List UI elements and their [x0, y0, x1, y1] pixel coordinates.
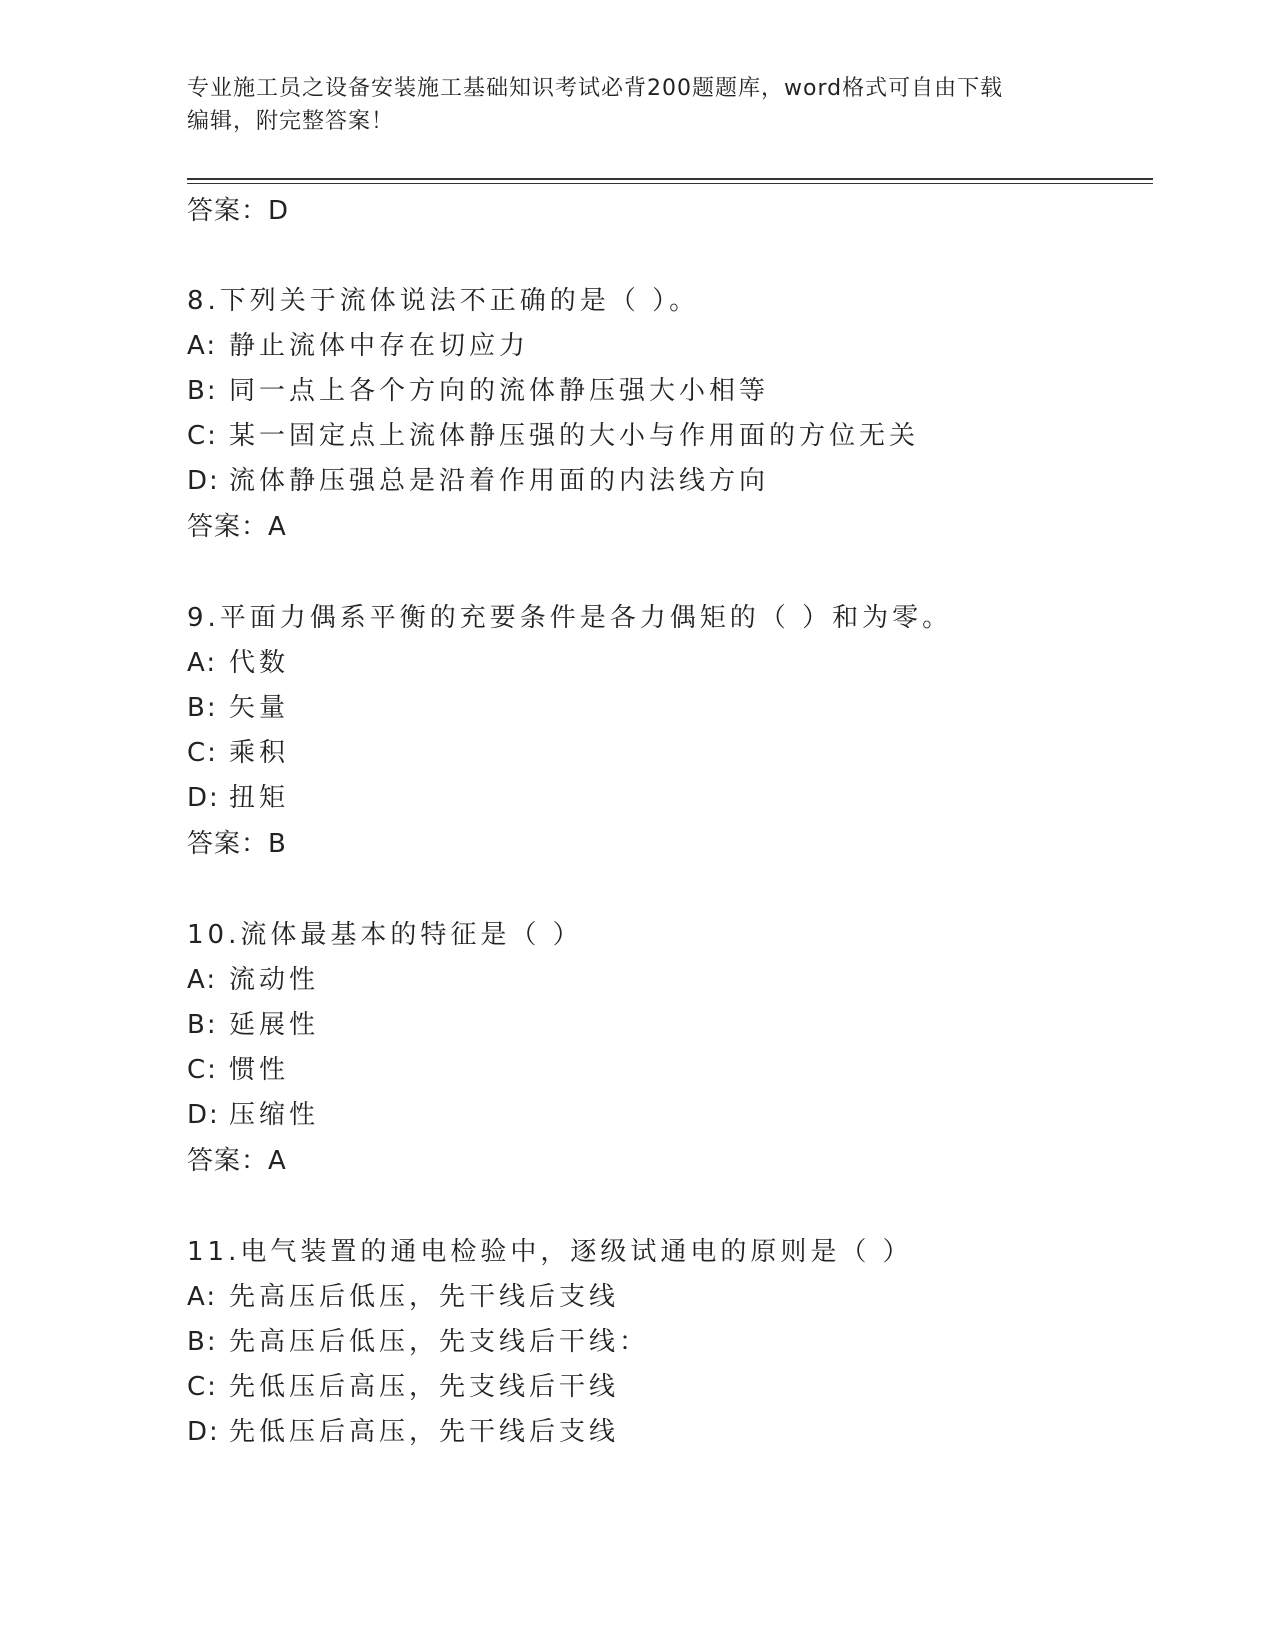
question-10	[187, 912, 1153, 1184]
option-text: 压缩性	[229, 1100, 320, 1130]
option-text: 先低压后高压，先支线后干线	[229, 1372, 620, 1402]
option-text: 先高压后低压，先支线后干线：	[229, 1327, 650, 1357]
option-d	[187, 1410, 1153, 1455]
option-b	[187, 1320, 1153, 1365]
option-letter: A:	[187, 648, 218, 678]
option-d	[187, 459, 1153, 504]
option-letter: A:	[187, 1282, 218, 1312]
option-text: 矢量	[229, 693, 290, 723]
option-text: 延展性	[229, 1010, 320, 1040]
option-letter: A:	[187, 331, 218, 361]
header-divider-thin	[187, 183, 1153, 184]
option-d	[187, 1093, 1153, 1138]
question-8	[187, 278, 1153, 550]
option-b	[187, 1003, 1153, 1048]
option-letter: C:	[187, 1372, 218, 1402]
option-text: 流体静压强总是沿着作用面的内法线方向	[229, 466, 770, 496]
option-text: 代数	[229, 648, 290, 678]
answer: 答案：B	[187, 829, 287, 859]
option-b	[187, 686, 1153, 731]
option-letter: D:	[187, 783, 220, 813]
option-letter: B:	[187, 1010, 218, 1040]
question-text: 9.平面力偶系平衡的充要条件是各力偶矩的（ ）和为零。	[187, 603, 953, 633]
option-a	[187, 324, 1153, 369]
option-letter: C:	[187, 1055, 218, 1085]
option-c	[187, 731, 1153, 776]
option-d	[187, 776, 1153, 821]
option-letter: D:	[187, 1417, 220, 1447]
question-text: 11.电气装置的通电检验中，逐级试通电的原则是（ ）	[187, 1237, 913, 1267]
option-c	[187, 1365, 1153, 1410]
option-text: 同一点上各个方向的流体静压强大小相等	[229, 376, 770, 406]
answer-previous: 答案：D	[187, 196, 290, 226]
option-c	[187, 1048, 1153, 1093]
option-letter: D:	[187, 466, 220, 496]
option-text: 先低压后高压，先干线后支线	[229, 1417, 620, 1447]
option-text: 惯性	[229, 1055, 290, 1085]
option-text: 乘积	[229, 738, 290, 768]
option-text: 先高压后低压，先干线后支线	[229, 1282, 620, 1312]
option-letter: B:	[187, 693, 218, 723]
question-11	[187, 1229, 1153, 1455]
option-text: 流动性	[229, 965, 320, 995]
question-list	[187, 188, 1153, 1455]
question-9	[187, 595, 1153, 867]
option-text: 扭矩	[229, 783, 290, 813]
option-c	[187, 414, 1153, 459]
option-a	[187, 1275, 1153, 1320]
option-letter: D:	[187, 1100, 220, 1130]
header-divider-thick	[187, 178, 1153, 180]
option-letter: C:	[187, 738, 218, 768]
option-letter: A:	[187, 965, 218, 995]
document-header	[187, 72, 1067, 138]
option-a	[187, 641, 1153, 686]
answer: 答案：A	[187, 1146, 287, 1176]
option-b	[187, 369, 1153, 414]
option-a	[187, 958, 1153, 1003]
question-text: 8.下列关于流体说法不正确的是（ ）。	[187, 286, 700, 316]
header-title-line-1: 专业施工员之设备安装施工基础知识考试必背200题题库，word格式可自由下载	[187, 76, 1004, 101]
option-text: 静止流体中存在切应力	[229, 331, 530, 361]
option-text: 某一固定点上流体静压强的大小与作用面的方位无关	[229, 421, 920, 451]
option-letter: C:	[187, 421, 218, 451]
header-title-line-2: 编辑，附完整答案！	[187, 109, 395, 134]
option-letter: B:	[187, 1327, 218, 1357]
question-text: 10.流体最基本的特征是（ ）	[187, 920, 583, 950]
option-letter: B:	[187, 376, 218, 406]
answer: 答案：A	[187, 512, 287, 542]
